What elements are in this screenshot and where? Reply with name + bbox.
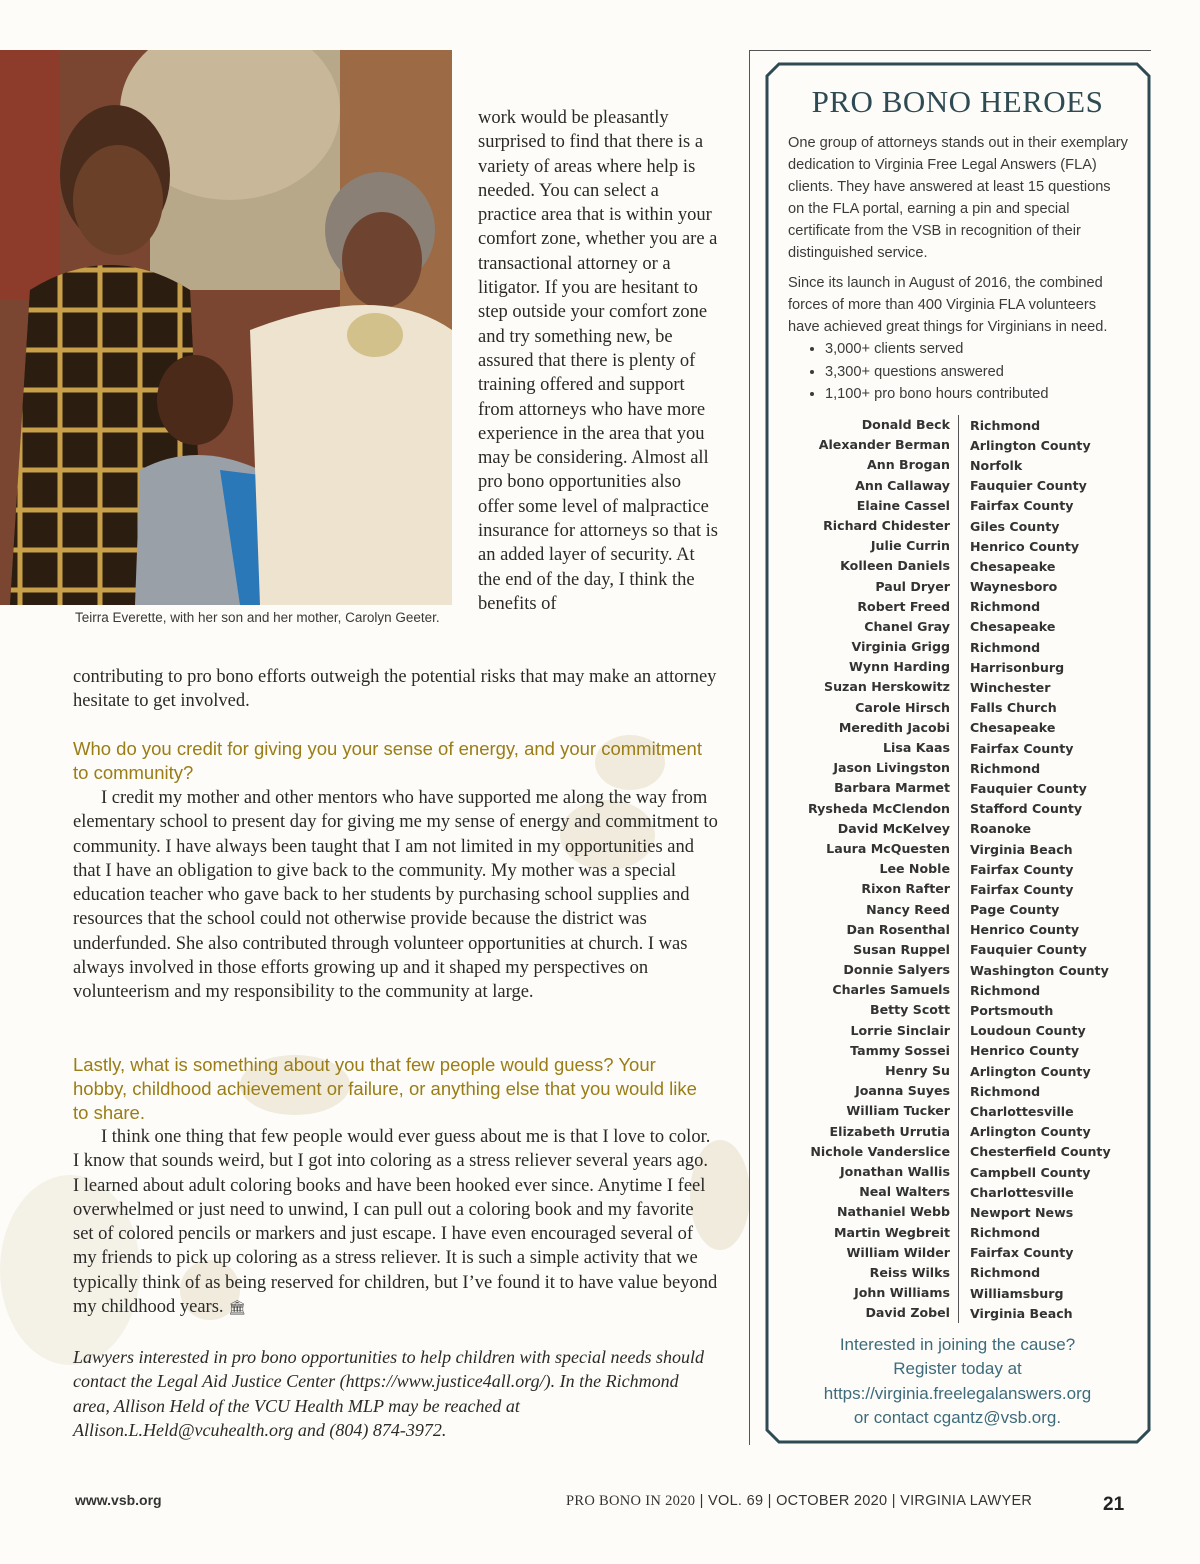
hero-name: David Zobel	[785, 1303, 959, 1323]
hero-location: Charlottesville	[970, 1103, 1074, 1119]
hero-name: Donald Beck	[785, 415, 959, 435]
hero-location: Loudoun County	[970, 1023, 1086, 1039]
hero-location: Roanoke	[970, 821, 1032, 837]
hero-name: Elaine Cassel	[785, 496, 959, 516]
hero-name: Martin Wegbreit	[785, 1223, 959, 1243]
hero-location: Arlington County	[970, 1124, 1091, 1140]
hero-row	[785, 1021, 1130, 1041]
hero-row	[785, 920, 1130, 940]
hero-name: William Tucker	[785, 1101, 959, 1121]
hero-location: Newport News	[970, 1204, 1074, 1220]
page-number: 21	[1103, 1494, 1125, 1515]
article-paragraph-intro: work would be pleasantly surprised to find that there is a variety of areas where help is needed. You can select a practice area that is within your comfort zone, whether you are a transactional attorney or a litigator. If you are hesitant to step outside your comfort zone and try something new, be assured that there is plenty of training offered and support from attorneys who have more experience in the area that you may be considering. Almost all pro bono opportunities also offer some level of malpractice insurance for attorneys so that is an added layer of security. At the end of the day, I think the benefits of	[478, 108, 718, 614]
sidebar-title: PRO BONO HEROES	[811, 84, 1104, 119]
hero-name: Neal Walters	[785, 1182, 959, 1202]
hero-row	[785, 839, 1130, 859]
hero-location: Williamsburg	[970, 1285, 1064, 1301]
footer-issue: PRO BONO IN 2020	[566, 1493, 696, 1509]
footer-issue-info: PRO BONO IN 2020 | VOL. 69 | OCTOBER 2020 | VIRGINIA LAWYER	[566, 1493, 1033, 1509]
hero-row	[785, 799, 1130, 819]
hero-name: Joanna Suyes	[785, 1081, 959, 1101]
hero-name: Nathaniel Webb	[785, 1202, 959, 1222]
hero-row	[785, 1162, 1130, 1182]
hero-row	[785, 1041, 1130, 1061]
hero-row	[785, 1061, 1130, 1081]
hero-row	[785, 1263, 1130, 1283]
hero-name: Chanel Gray	[785, 617, 959, 637]
hero-row	[785, 960, 1130, 980]
hero-name: Ann Brogan	[785, 455, 959, 475]
hero-location: Fairfax County	[970, 740, 1074, 756]
hero-location: Henrico County	[970, 1043, 1080, 1059]
contact-note: Lawyers interested in pro bono opportunities to help children with special needs should contact the Legal Aid Justice Center (https://www.justice4all.org/). In the Richmond area, Allison Held of the VCU Health MLP may be reached at Allison.L.Held@vcuhealth.org and (804) 874-3972.	[73, 1347, 704, 1440]
hero-row	[785, 900, 1130, 920]
cta-contact[interactable]: or contact cgantz@vsb.org.	[853, 1407, 1062, 1427]
hero-row	[785, 556, 1130, 576]
hero-row	[785, 738, 1130, 758]
hero-row	[785, 455, 1130, 475]
hero-row	[785, 1081, 1130, 1101]
hero-row	[785, 940, 1130, 960]
hero-name: Jason Livingston	[785, 758, 959, 778]
answer-hobby-text: I think one thing that few people would ever guess about me is that I love to color. I know that sounds weird, but I got into coloring as a stress reliever several years ago. I learned about adult coloring books and have been hooked ever since. Anytime I feel overwhelmed or just need to unwind, I can pull out a coloring book and my favorite set of colored pencils or markers and just escape. I have even encouraged several of my friends to pick up coloring as a stress reliever. It is such a simple activity that we typically think of as being reserved for children, but I’ve found it to have value beyond my childhood years.	[73, 1127, 718, 1318]
footer-date: OCTOBER 2020	[776, 1493, 888, 1509]
article-photo	[0, 50, 452, 605]
hero-location: Campbell County	[970, 1164, 1091, 1180]
hero-name: Nancy Reed	[785, 900, 959, 920]
hero-row	[785, 677, 1130, 697]
hero-row	[785, 617, 1130, 637]
hero-row	[785, 1223, 1130, 1243]
hero-location: Richmond	[970, 760, 1041, 776]
hero-name: Alexander Berman	[785, 435, 959, 455]
hero-location: Fairfax County	[970, 498, 1074, 514]
cta-link[interactable]: https://virginia.freelegalanswers.org	[823, 1383, 1092, 1403]
hero-name: Carole Hirsch	[785, 698, 959, 718]
hero-location: Henrico County	[970, 538, 1080, 554]
hero-row	[785, 980, 1130, 1000]
hero-location: Richmond	[970, 1265, 1041, 1281]
article-paragraph-continuation: contributing to pro bono efforts outweigh the potential risks that may make an attorney hesitate to get involved.	[73, 667, 717, 712]
cta-register: Register today at	[893, 1359, 1022, 1379]
footer-website[interactable]: www.vsb.org	[75, 1492, 162, 1508]
hero-location: Page County	[970, 902, 1060, 918]
hero-row	[785, 597, 1130, 617]
hero-location: Chesterfield County	[970, 1144, 1111, 1160]
hero-name: David McKelvey	[785, 819, 959, 839]
pro-bono-heroes-sidebar	[785, 80, 1130, 412]
hero-name: Tammy Sossei	[785, 1041, 959, 1061]
sidebar-divider	[749, 50, 750, 1445]
hero-location: Fairfax County	[970, 861, 1074, 877]
hero-location: Virginia Beach	[970, 841, 1073, 857]
hero-location: Charlottesville	[970, 1184, 1074, 1200]
hero-row	[785, 1243, 1130, 1263]
interview-question-hobby	[73, 1053, 713, 1125]
hero-location: Fauquier County	[970, 942, 1087, 958]
hero-name: Jonathan Wallis	[785, 1162, 959, 1182]
hero-row	[785, 1101, 1130, 1121]
hero-location: Richmond	[970, 639, 1041, 655]
hero-name: Henry Su	[785, 1061, 959, 1081]
hero-name: Suzan Herskowitz	[785, 677, 959, 697]
hero-row	[785, 1182, 1130, 1202]
hero-row	[785, 637, 1130, 657]
end-of-article-icon: 🏛	[228, 1301, 246, 1317]
hero-row	[785, 778, 1130, 798]
hero-row	[785, 476, 1130, 496]
hero-name: Reiss Wilks	[785, 1263, 959, 1283]
hero-row	[785, 718, 1130, 738]
hero-row	[785, 657, 1130, 677]
hero-name: Wynn Harding	[785, 657, 959, 677]
hero-name: Paul Dryer	[785, 577, 959, 597]
hero-name: Robert Freed	[785, 597, 959, 617]
hero-location: Richmond	[970, 417, 1041, 433]
footer-publication: VIRGINIA LAWYER	[900, 1493, 1033, 1509]
hero-name: Elizabeth Urrutia	[785, 1122, 959, 1142]
hero-row	[785, 698, 1130, 718]
hero-row	[785, 1202, 1130, 1222]
hero-name: Susan Ruppel	[785, 940, 959, 960]
hero-location: Falls Church	[970, 700, 1057, 716]
hero-location: Richmond	[970, 599, 1041, 615]
hero-name: Barbara Marmet	[785, 778, 959, 798]
hero-name: William Wilder	[785, 1243, 959, 1263]
heroes-table	[785, 415, 1130, 1323]
hero-row	[785, 1303, 1130, 1323]
call-to-action	[785, 1333, 1130, 1430]
stat-item: • 3,300+ questions answered	[825, 361, 1130, 384]
photo-caption: Teirra Everette, with her son and her mother, Carolyn Geeter.	[75, 610, 440, 625]
hero-location: Stafford County	[970, 801, 1083, 817]
hero-location: Fauquier County	[970, 780, 1087, 796]
hero-location: Norfolk	[970, 457, 1023, 473]
hero-location: Richmond	[970, 1083, 1041, 1099]
hero-row	[785, 496, 1130, 516]
hero-name: Charles Samuels	[785, 980, 959, 1000]
hero-row	[785, 536, 1130, 556]
footer-volume: VOL. 69	[708, 1493, 764, 1509]
hero-name: Meredith Jacobi	[785, 718, 959, 738]
hero-row	[785, 1122, 1130, 1142]
hero-row	[785, 859, 1130, 879]
sidebar-launch-text: Since its launch in August of 2016, the combined forces of more than 400 Virginia FLA volunteers have achieved great things for Virginians in need.	[788, 275, 1108, 335]
sidebar-top-rule	[749, 50, 1151, 51]
hero-name: Rixon Rafter	[785, 879, 959, 899]
hero-name: Betty Scott	[785, 1000, 959, 1020]
hero-row	[785, 1000, 1130, 1020]
hero-row	[785, 577, 1130, 597]
hero-location: Richmond	[970, 1225, 1041, 1241]
hero-row	[785, 758, 1130, 778]
hero-row	[785, 516, 1130, 536]
hero-name: Dan Rosenthal	[785, 920, 959, 940]
hero-location: Fairfax County	[970, 881, 1074, 897]
hero-name: Donnie Salyers	[785, 960, 959, 980]
sidebar-stats-list	[785, 338, 1130, 406]
hero-name: Lee Noble	[785, 859, 959, 879]
hero-name: Rysheda McClendon	[785, 799, 959, 819]
interview-question-energy: Who do you credit for giving you your sense of energy, and your commitment to community?	[73, 738, 702, 783]
hero-location: Arlington County	[970, 1063, 1091, 1079]
hero-location: Henrico County	[970, 922, 1080, 938]
interview-answer-energy: I credit my mother and other mentors who have supported me along the way from elementary school to present day for giving me my sense of energy and commitment to community. I have always been taught that I am not limited in my opportunities and that I have an obligation to give back to the community. My mother was a special education teacher who gave back to her students by purchasing school supplies and resources that the school could not otherwise provide because the district was underfunded. She also contributed through volunteer opportunities at church. I was always involved in those efforts growing up and it shaped my perspectives on volunteerism and my responsibility to the community at large.	[73, 788, 718, 1003]
hero-location: Washington County	[970, 962, 1109, 978]
hero-location: Harrisonburg	[970, 659, 1065, 675]
sidebar-intro: One group of attorneys stands out in their exemplary dedication to Virginia Free Legal Answers (FLA) clients. They have answered at least 15 questions on the FLA portal, earning a pin and special certificate from the VSB in recognition of their distinguished service.	[788, 135, 1128, 261]
hero-name: Nichole Vanderslice	[785, 1142, 959, 1162]
hero-row	[785, 819, 1130, 839]
hero-name: Virginia Grigg	[785, 637, 959, 657]
hero-location: Chesapeake	[970, 619, 1056, 635]
hero-name: Richard Chidester	[785, 516, 959, 536]
hero-name: Ann Callaway	[785, 476, 959, 496]
hero-row	[785, 415, 1130, 435]
stat-item: • 1,100+ pro bono hours contributed	[825, 383, 1130, 406]
hero-name: Kolleen Daniels	[785, 556, 959, 576]
hero-name: Lorrie Sinclair	[785, 1021, 959, 1041]
stat-item: • 3,000+ clients served	[825, 338, 1130, 361]
hero-location: Chesapeake	[970, 558, 1056, 574]
hero-location: Chesapeake	[970, 720, 1056, 736]
cta-question: Interested in joining the cause?	[839, 1335, 1076, 1354]
hero-location: Arlington County	[970, 437, 1091, 453]
hero-name: Lisa Kaas	[785, 738, 959, 758]
hero-row	[785, 879, 1130, 899]
hero-row	[785, 1142, 1130, 1162]
hero-location: Richmond	[970, 982, 1041, 998]
hero-location: Fairfax County	[970, 1245, 1074, 1261]
interview-answer-hobby	[73, 1125, 718, 1321]
hero-location: Virginia Beach	[970, 1305, 1073, 1321]
hero-name: Julie Currin	[785, 536, 959, 556]
hero-location: Portsmouth	[970, 1003, 1054, 1019]
hero-location: Giles County	[970, 518, 1060, 534]
question-hobby-text: Lastly, what is something about you that few people would guess? Your hobby, childhood achievement or failure, or anything else that you would like to share.	[73, 1054, 697, 1123]
hero-location: Winchester	[970, 680, 1051, 696]
hero-row	[785, 1283, 1130, 1303]
hero-name: Laura McQuesten	[785, 839, 959, 859]
hero-location: Waynesboro	[970, 579, 1058, 595]
hero-name: John Williams	[785, 1283, 959, 1303]
hero-location: Fauquier County	[970, 478, 1087, 494]
hero-row	[785, 435, 1130, 455]
